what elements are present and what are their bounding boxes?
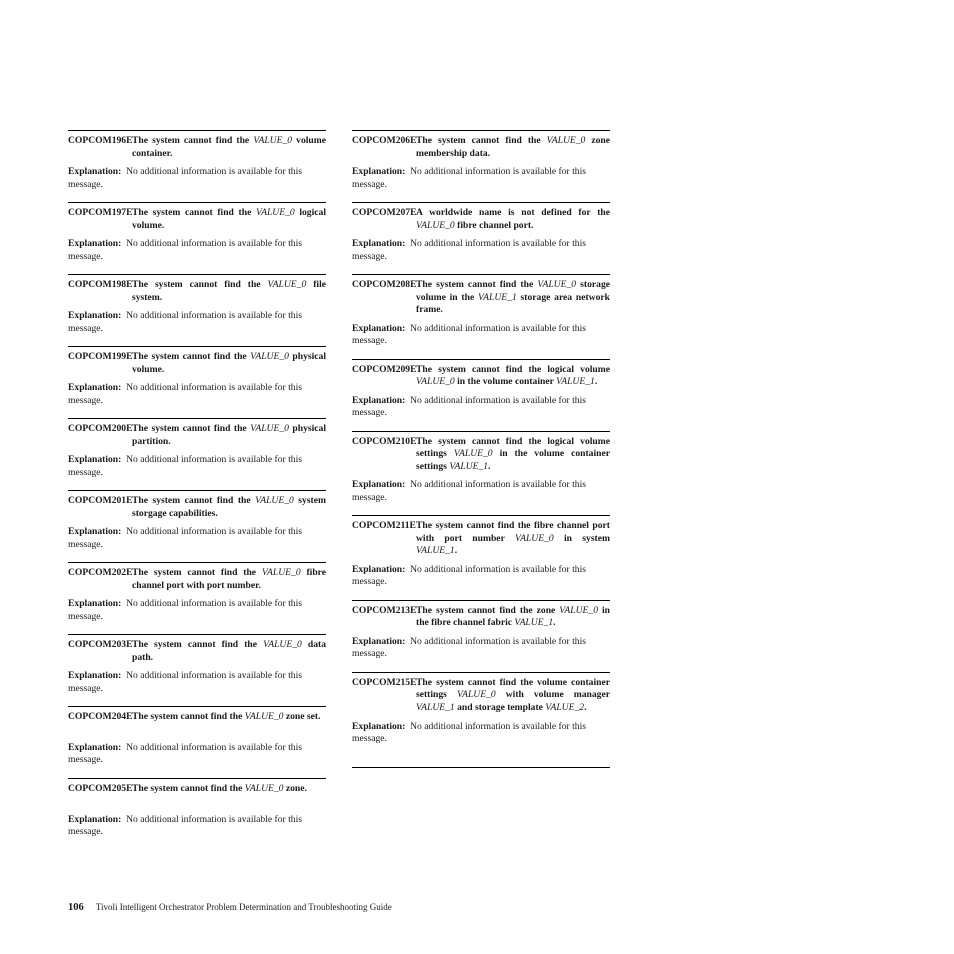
variable-placeholder: VALUE_0 xyxy=(255,207,295,218)
explanation-label: Explanation: xyxy=(352,635,406,647)
message-text: . xyxy=(594,376,598,388)
message-code: COPCOM208E xyxy=(352,279,417,290)
explanation-label: Explanation: xyxy=(352,166,406,178)
explanation-text: No additional information is available for this message. xyxy=(352,479,586,503)
message-text: fibre channel port with port number. xyxy=(132,567,327,591)
message-text: The system cannot find the volume container settings xyxy=(416,676,610,701)
message-code: COPCOM201E xyxy=(68,495,133,506)
message-text: . xyxy=(584,701,587,713)
variable-placeholder: VALUE_0 xyxy=(514,532,554,544)
message-code: COPCOM197E xyxy=(68,207,133,218)
explanation xyxy=(352,238,610,263)
explanation-label: Explanation: xyxy=(68,526,122,538)
message-entry xyxy=(352,515,610,589)
message-code: COPCOM209E xyxy=(352,363,417,375)
explanation-label: Explanation: xyxy=(68,166,122,178)
explanation-text: No additional information is available for this message. xyxy=(68,310,302,334)
variable-placeholder: VALUE_0 xyxy=(416,219,455,231)
column-end-rule xyxy=(352,767,610,768)
message-text: in system xyxy=(553,532,610,544)
variable-placeholder: VALUE_0 xyxy=(250,423,289,434)
message-text: The system cannot find the xyxy=(132,279,268,290)
message-code: COPCOM204E xyxy=(68,711,133,722)
message-entry xyxy=(352,431,610,505)
message-entry xyxy=(68,778,326,839)
message-text: physical volume. xyxy=(132,351,326,375)
explanation xyxy=(68,454,326,479)
variable-placeholder: VALUE_0 xyxy=(250,351,289,362)
message-text: . xyxy=(553,617,556,629)
explanation xyxy=(68,670,326,695)
message-heading xyxy=(68,495,326,520)
variable-placeholder: VALUE_1 xyxy=(514,617,554,629)
message-text: zone. xyxy=(283,782,307,794)
message-heading xyxy=(352,279,610,317)
variable-placeholder: VALUE_0 xyxy=(261,567,301,578)
explanation-text: No additional information is available for this message. xyxy=(352,720,586,744)
explanation xyxy=(352,479,610,504)
explanation xyxy=(68,238,326,263)
message-text: The system cannot find the fibre channel port with port number xyxy=(416,520,610,544)
message-code: COPCOM198E xyxy=(68,279,133,290)
message-entry xyxy=(68,634,326,695)
variable-placeholder: VALUE_0 xyxy=(267,279,307,290)
message-text: storage area network frame. xyxy=(416,291,610,316)
message-text: The system cannot find the xyxy=(132,351,251,362)
message-entry xyxy=(68,346,326,407)
message-text: The system cannot find the xyxy=(132,495,256,506)
variable-placeholder: VALUE_0 xyxy=(244,782,284,794)
message-heading xyxy=(68,567,326,592)
message-heading xyxy=(68,711,326,736)
explanation xyxy=(352,166,610,191)
message-heading xyxy=(352,135,610,160)
message-text: in the volume container xyxy=(454,376,557,388)
message-code: COPCOM210E xyxy=(352,435,417,447)
message-entry xyxy=(352,672,610,746)
explanation xyxy=(352,721,610,746)
variable-placeholder: VALUE_0 xyxy=(546,135,586,146)
message-text: system storgage capabilities. xyxy=(132,495,327,519)
explanation xyxy=(68,598,326,623)
explanation-text: No additional information is available for this message. xyxy=(68,742,302,766)
message-text: The system cannot find the xyxy=(132,711,245,722)
message-text: storage volume in the xyxy=(416,279,610,303)
variable-placeholder: VALUE_0 xyxy=(255,495,294,506)
explanation-label: Explanation: xyxy=(352,238,406,250)
variable-placeholder: VALUE_1 xyxy=(416,545,455,557)
message-text: A worldwide name is not defined for the xyxy=(416,207,610,218)
message-text: zone membership data. xyxy=(416,135,610,159)
explanation xyxy=(352,323,610,348)
variable-placeholder: VALUE_0 xyxy=(559,604,599,616)
explanation xyxy=(68,310,326,335)
message-text: file system. xyxy=(132,279,327,303)
message-code: COPCOM215E xyxy=(352,676,417,688)
message-entry xyxy=(68,130,326,191)
variable-placeholder: VALUE_0 xyxy=(453,448,493,460)
variable-placeholder: VALUE_2 xyxy=(545,701,585,713)
message-entry xyxy=(68,490,326,551)
message-text: . xyxy=(454,545,458,557)
message-code: COPCOM196E xyxy=(68,135,133,146)
message-heading xyxy=(68,135,326,160)
message-code: COPCOM207E xyxy=(352,207,417,218)
message-text: The system cannot find the xyxy=(132,639,264,650)
page-footer xyxy=(68,902,392,913)
explanation-label: Explanation: xyxy=(352,479,406,491)
message-text: . xyxy=(488,460,491,472)
explanation xyxy=(68,526,326,551)
message-text: and storage template xyxy=(454,701,546,713)
message-heading xyxy=(352,436,610,474)
message-code: COPCOM199E xyxy=(68,351,133,362)
variable-placeholder: VALUE_0 xyxy=(263,639,302,650)
right-column xyxy=(352,130,610,768)
variable-placeholder: VALUE_0 xyxy=(253,135,293,146)
explanation xyxy=(68,742,326,767)
explanation-text: No additional information is available for this message. xyxy=(68,238,302,262)
message-heading xyxy=(68,423,326,448)
variable-placeholder: VALUE_0 xyxy=(456,689,496,701)
message-heading xyxy=(352,364,610,389)
message-text: The system cannot find the xyxy=(132,423,251,434)
explanation-label: Explanation: xyxy=(352,563,406,575)
message-code: COPCOM203E xyxy=(68,639,133,650)
explanation-label: Explanation: xyxy=(352,394,406,406)
explanation-text: No additional information is available for this message. xyxy=(352,322,586,347)
explanation-label: Explanation: xyxy=(68,598,122,610)
message-heading xyxy=(352,207,610,232)
message-heading xyxy=(352,677,610,715)
explanation-label: Explanation: xyxy=(68,742,122,753)
message-text: volume container. xyxy=(132,135,327,159)
explanation-label: Explanation: xyxy=(68,813,122,825)
message-text: in the volume container settings xyxy=(416,448,610,472)
message-entry xyxy=(352,130,610,191)
variable-placeholder: VALUE_0 xyxy=(244,711,284,722)
message-heading xyxy=(68,639,326,664)
message-code: COPCOM205E xyxy=(68,782,133,794)
explanation xyxy=(68,814,326,839)
explanation xyxy=(352,636,610,661)
variable-placeholder: VALUE_1 xyxy=(449,460,489,472)
explanation xyxy=(352,564,610,589)
explanation-text: No additional information is available for this message. xyxy=(68,166,302,190)
message-text: The system cannot find the xyxy=(132,207,256,218)
explanation-label: Explanation: xyxy=(68,310,122,322)
message-code: COPCOM206E xyxy=(352,135,417,146)
explanation xyxy=(68,166,326,191)
book-title: Tivoli Intelligent Orchestrator Problem Determination and Troubleshooting Guide xyxy=(95,902,392,912)
message-entry xyxy=(68,706,326,767)
explanation-label: Explanation: xyxy=(68,238,122,250)
variable-placeholder: VALUE_1 xyxy=(416,701,455,713)
message-text: The system cannot find the xyxy=(132,782,245,794)
message-text: with volume manager xyxy=(495,689,610,701)
message-entry xyxy=(352,359,610,420)
message-entry xyxy=(68,274,326,335)
message-code: COPCOM211E xyxy=(352,520,416,532)
message-heading xyxy=(68,279,326,304)
message-entry xyxy=(352,202,610,263)
explanation-text: No additional information is available for this message. xyxy=(68,382,302,406)
message-text: The system cannot find the logical volume xyxy=(416,363,610,375)
explanation-text: No additional information is available for this message. xyxy=(68,598,302,622)
explanation-text: No additional information is available for this message. xyxy=(68,454,302,478)
message-entry xyxy=(352,600,610,661)
message-text: The system cannot find the logical volume settings xyxy=(416,435,610,460)
message-text: fibre channel port. xyxy=(454,219,534,231)
message-code: COPCOM202E xyxy=(68,567,133,578)
variable-placeholder: VALUE_1 xyxy=(556,376,595,388)
message-text: The system cannot find the xyxy=(416,279,538,290)
explanation-text: No additional information is available for this message. xyxy=(68,813,302,838)
left-column xyxy=(68,130,326,850)
message-text: The system cannot find the zone xyxy=(416,604,560,616)
message-text: in the fibre channel fabric xyxy=(416,604,610,629)
explanation xyxy=(352,395,610,420)
message-text: zone set. xyxy=(283,711,321,722)
explanation-text: No additional information is available for this message. xyxy=(352,635,586,660)
message-entry xyxy=(68,202,326,263)
message-heading xyxy=(68,783,326,808)
explanation-label: Explanation: xyxy=(68,670,122,682)
explanation-label: Explanation: xyxy=(68,382,122,394)
explanation-text: No additional information is available for this message. xyxy=(352,238,586,262)
variable-placeholder: VALUE_0 xyxy=(416,376,455,388)
message-heading xyxy=(352,520,610,558)
explanation-text: No additional information is available for this message. xyxy=(68,670,302,694)
message-text: data path. xyxy=(132,639,327,663)
message-entry xyxy=(68,418,326,479)
message-text: The system cannot find the xyxy=(132,135,254,146)
explanation-text: No additional information is available for this message. xyxy=(68,526,302,550)
variable-placeholder: VALUE_1 xyxy=(478,291,517,303)
explanation-label: Explanation: xyxy=(352,322,406,334)
message-text: logical volume. xyxy=(132,207,326,231)
message-heading xyxy=(352,605,610,630)
message-entry xyxy=(352,274,610,348)
message-entry xyxy=(68,562,326,623)
message-heading xyxy=(68,207,326,232)
explanation-text: No additional information is available for this message. xyxy=(352,394,586,419)
message-text: physical partition. xyxy=(132,423,326,447)
message-code: COPCOM213E xyxy=(352,604,417,616)
message-text: The system cannot find the xyxy=(416,135,547,146)
variable-placeholder: VALUE_0 xyxy=(537,279,577,290)
explanation-label: Explanation: xyxy=(352,720,406,732)
message-heading xyxy=(68,351,326,376)
message-code: COPCOM200E xyxy=(68,423,133,434)
explanation xyxy=(68,382,326,407)
page-number: 106 xyxy=(68,902,84,913)
explanation-label: Explanation: xyxy=(68,454,122,466)
explanation-text: No additional information is available for this message. xyxy=(352,563,586,588)
explanation-text: No additional information is available for this message. xyxy=(352,166,586,190)
message-text: The system cannot find the xyxy=(132,567,262,578)
